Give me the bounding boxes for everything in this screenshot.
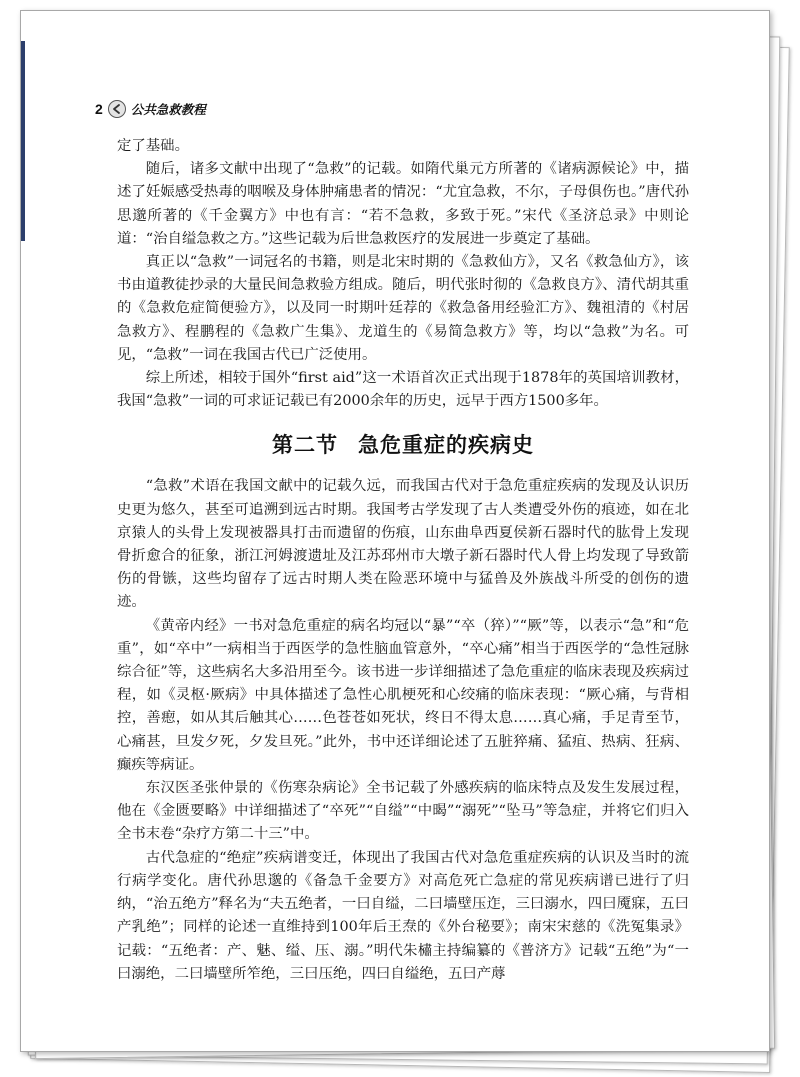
document-page — [20, 10, 770, 1052]
paragraph: 真正以“急救”一词冠名的书籍，则是北宋时期的《急救仙方》，又名《救急仙方》，该书由道教徒抄录的大量民间急救验方组成。随后，明代张时彻的《急救良方》、清代胡其重的《急救危症简便验方》，以及同一时期叶廷荐的《救急备用经验汇方》、魏祖清的《村居急救方》、程鹏程的《急救广生集》、龙道生的《易简急救方》等，均以“急救”为名。可见，“急救”一词在我国古代已广泛使用。 — [117, 254, 689, 363]
paragraph: 古代急症的“绝症”疾病谱变迁，体现出了我国古代对急危重症疾病的认识及当时的流行病学变化。唐代孙思邈的《备急千金要方》对高危死亡急症的常见疾病谱已进行了归纳，“治五绝方”释名为“夫五绝者，一曰自缢，二曰墙壁压迮，三曰溺水，四曰魇寐，五曰产乳绝”；同样的论述一直维持到100年后王焘的《外台秘要》；南宋宋慈的《洗冤集录》记载：“五绝者：产、魅、缢、压、溺。”明代朱橚主持编纂的《普济方》记载“五绝”为“一曰溺绝，二曰墙壁所笮绝，三曰压绝，四曰自缢绝，五曰产蓐 — [117, 849, 689, 982]
paragraph: 定了基础。 — [117, 138, 189, 154]
book-spine-edge — [21, 41, 25, 241]
book-title: 公共急救教程 — [130, 103, 206, 117]
section-title: 急危重症的疾病史 — [358, 433, 534, 458]
paragraph: 随后，诸多文献中出现了“急救”的记载。如隋代巢元方所著的《诸病源候论》中，描述了妊娠感受热毒的咽喉及身体肿痛患者的情况：“尤宜急救，不尔，子母俱伤也。”唐代孙思邈所著的《千金翼方》中也有言：“若不急救，多致于死。”宋代《圣济总录》中则论道：“治自缢急救之方。”这些记载为后世急救医疗的发展进一步奠定了基础。 — [117, 161, 689, 247]
paragraph: “急救”术语在我国文献中的记载久远，而我国古代对于急危重症疾病的发现及认识历史更为悠久，甚至可追溯到远古时期。我国考古学发现了古人类遭受外伤的痕迹，如在北京猿人的头骨上发现被器具打击而遗留的伤痕，山东曲阜西夏侯新石器时代的肱骨上发现骨折愈合的征象，浙江河姆渡遗址及江苏邳州市大墩子新石器时代人骨上均发现了导致箭伤的骨镞，这些均留存了远古时期人类在险恶环境中与猛兽及外族战斗所受的创伤的遗迹。 — [117, 478, 689, 611]
paragraph: 《黄帝内经》一书对急危重症的病名均冠以“暴”“卒（猝）”“厥”等，以表示“急”和“危重”，如“卒中”一病相当于西医学的急性脑血管意外，“卒心痛”相当于西医学的“急性冠脉综合征”等，这些病名大多沿用至今。该书进一步详细描述了急危重症的临床表现及疾病过程，如《灵枢·厥病》中具体描述了急性心肌梗死和心绞痛的临床表现：“厥心痛，与背相控，善瘛，如从其后触其心……色苍苍如死状，终日不得太息……真心痛，手足青至节，心痛甚，旦发夕死，夕发旦死。”此外，书中还详细论述了五脏猝痛、猛疽、热病、狂病、癫疾等病证。 — [117, 617, 689, 773]
page-body — [117, 135, 689, 986]
arrow-left-icon — [108, 100, 126, 118]
running-header — [95, 97, 206, 121]
section-number: 第二节 — [272, 433, 338, 458]
page-number: 2 — [95, 101, 103, 117]
paragraph: 综上所述，相较于国外“first aid”这一术语首次正式出现于1878年的英国培训教材，我国“急救”一词的可求证记载已有2000余年的历史，远早于西方1500多年。 — [117, 370, 689, 410]
section-heading — [117, 430, 689, 460]
paragraph: 东汉医圣张仲景的《伤寒杂病论》全书记载了外感疾病的临床特点及发生发展过程，他在《金匮要略》中详细描述了“卒死”“自缢”“中暍”“溺死”“坠马”等急症，并将它们归入全书末卷“杂疗方第二十三”中。 — [117, 780, 689, 843]
